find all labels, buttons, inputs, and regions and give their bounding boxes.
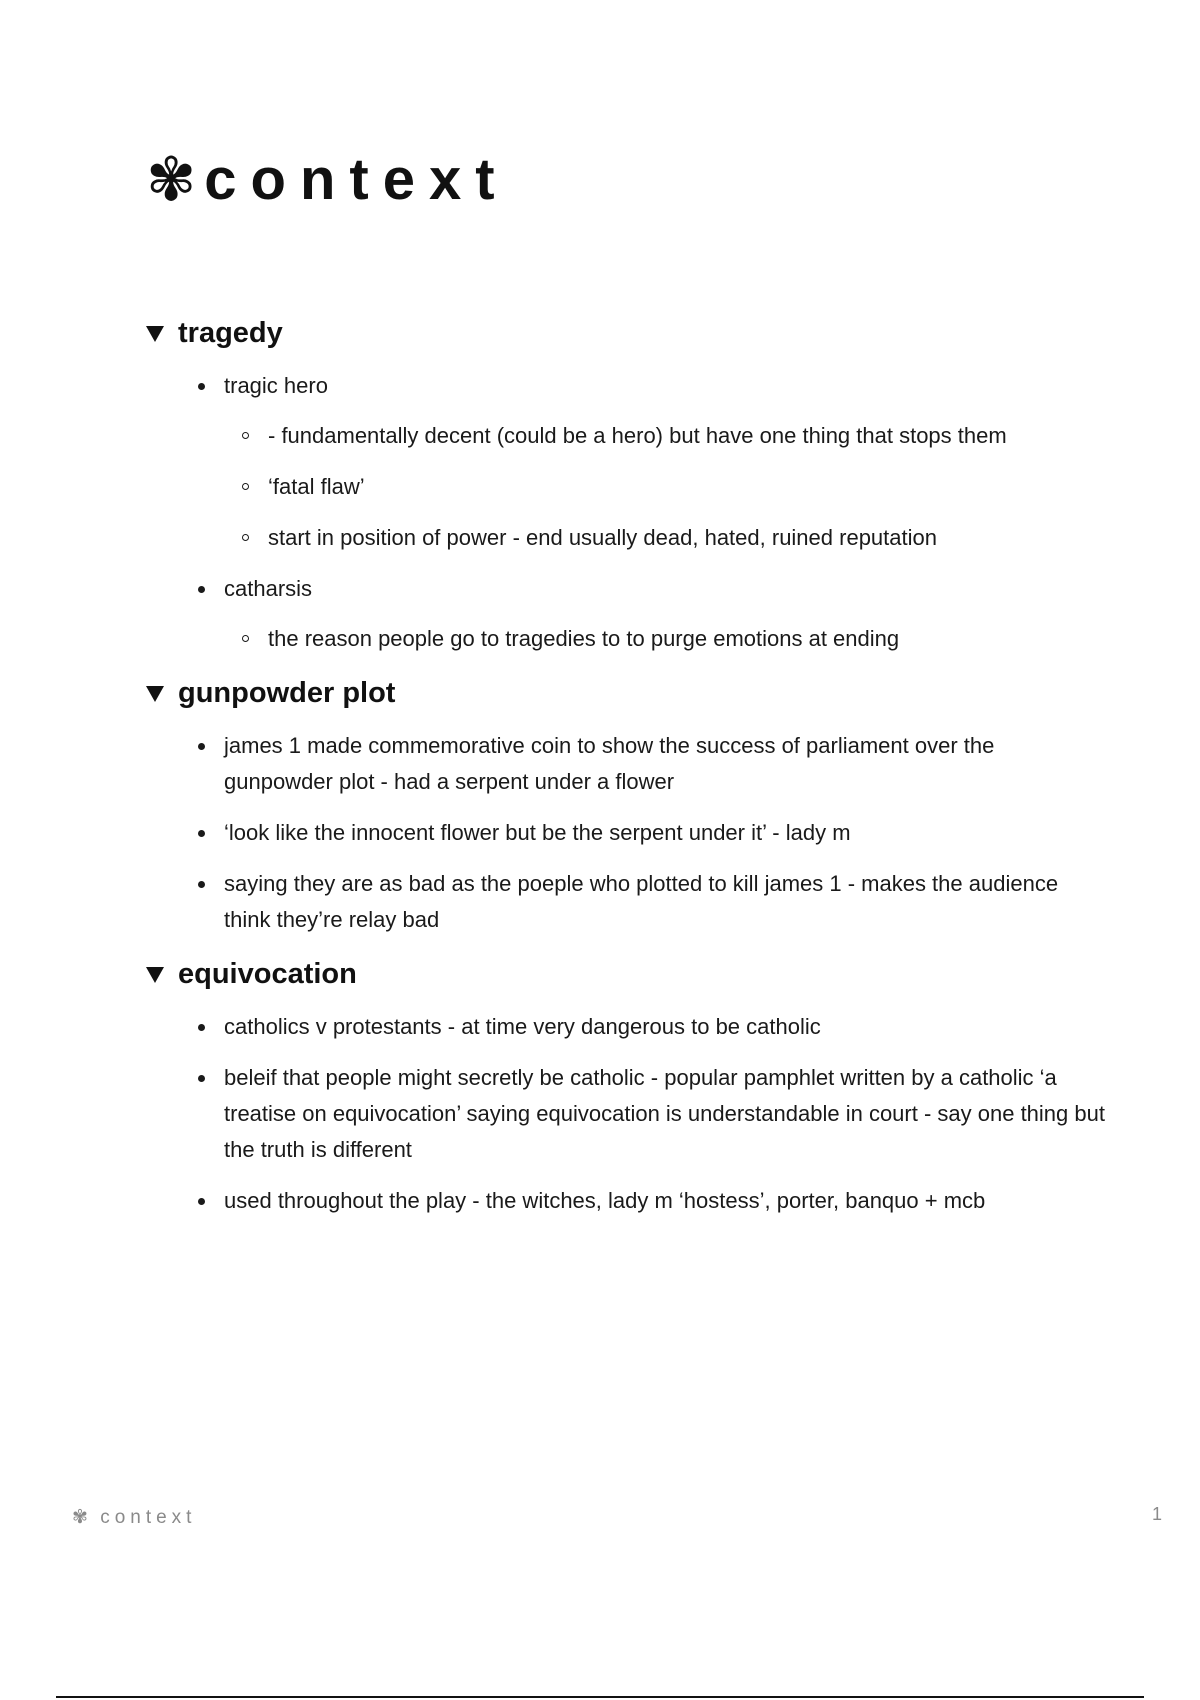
bullet-icon: [198, 383, 205, 390]
list-item: [224, 1183, 1106, 1219]
flower-icon: ✾: [72, 1507, 88, 1528]
bullet-icon: [198, 743, 205, 750]
sub-list-item: [268, 469, 1106, 505]
list-item: [224, 1009, 1106, 1045]
page-title: [146, 146, 509, 213]
bullet-list: [146, 368, 1106, 657]
section-heading-text: tragedy: [178, 317, 283, 349]
sub-list-item-text: - fundamentally decent (could be a hero) but have one thing that stops them: [268, 423, 1007, 448]
bullet-icon: [198, 881, 205, 888]
bullet-icon: [198, 1024, 205, 1031]
page-divider: [56, 1696, 1144, 1698]
hollow-bullet-icon: [242, 432, 249, 439]
triangle-down-icon[interactable]: [146, 326, 164, 342]
list-item: [224, 1060, 1106, 1168]
page-number: 1: [1151, 1504, 1162, 1524]
triangle-down-icon[interactable]: [146, 967, 164, 983]
bullet-icon: [198, 830, 205, 837]
list-item: [224, 368, 1106, 556]
list-item: [224, 866, 1106, 938]
sub-list-item: [268, 418, 1106, 454]
section-gunpowder-plot: [146, 672, 1106, 938]
list-item: [224, 815, 1106, 851]
bullet-icon: [198, 1075, 205, 1082]
section-equivocation: [146, 953, 1106, 1219]
list-item-text: catholics v protestants - at time very dangerous to be catholic: [224, 1014, 821, 1039]
bullet-icon: [198, 1198, 205, 1205]
bullet-icon: [198, 586, 205, 593]
hollow-bullet-icon: [242, 534, 249, 541]
triangle-down-icon[interactable]: [146, 686, 164, 702]
section-heading-text: gunpowder plot: [178, 677, 396, 709]
sub-list-item: [268, 621, 1106, 657]
sub-list-item-text: ‘fatal flaw’: [268, 474, 365, 499]
section-tragedy: [146, 312, 1106, 657]
bullet-list: [146, 1009, 1106, 1219]
list-item-text: saying they are as bad as the poeple who plotted to kill james 1 - makes the audience think they’re relay bad: [224, 871, 1059, 932]
section-heading[interactable]: [146, 312, 1106, 354]
page-title-text: context: [204, 147, 509, 212]
sub-bullet-list: [224, 418, 1106, 556]
sub-bullet-list: [224, 621, 1106, 657]
footer-title: [72, 1506, 196, 1529]
flower-icon: ✾: [146, 146, 197, 213]
list-item-text: used throughout the play - the witches, lady m ‘hostess’, porter, banquo + mcb: [224, 1188, 986, 1213]
hollow-bullet-icon: [242, 635, 249, 642]
bullet-list: [146, 728, 1106, 938]
section-heading-text: equivocation: [178, 958, 357, 990]
list-item-text: james 1 made commemorative coin to show the success of parliament over the gunpowder plot - had a serpent under a flower: [224, 733, 995, 794]
section-heading[interactable]: [146, 953, 1106, 995]
list-item-text: tragic hero: [224, 373, 328, 398]
footer-title-text: context: [100, 1507, 197, 1528]
sub-list-item: [268, 520, 1106, 556]
list-item-text: catharsis: [224, 576, 313, 601]
sub-list-item-text: the reason people go to tragedies to to purge emotions at ending: [268, 626, 900, 651]
page-content: [146, 312, 1106, 1234]
sub-list-item-text: start in position of power - end usually dead, hated, ruined reputation: [268, 525, 937, 550]
hollow-bullet-icon: [242, 483, 249, 490]
list-item: [224, 728, 1106, 800]
list-item-text: beleif that people might secretly be catholic - popular pamphlet written by a catholic ‘a treatise on equivocation’ saying equivocation is understandable in court - say one thing but the truth is different: [224, 1065, 1105, 1162]
list-item-text: ‘look like the innocent flower but be the serpent under it’ - lady m: [224, 820, 851, 845]
list-item: [224, 571, 1106, 657]
section-heading[interactable]: [146, 672, 1106, 714]
